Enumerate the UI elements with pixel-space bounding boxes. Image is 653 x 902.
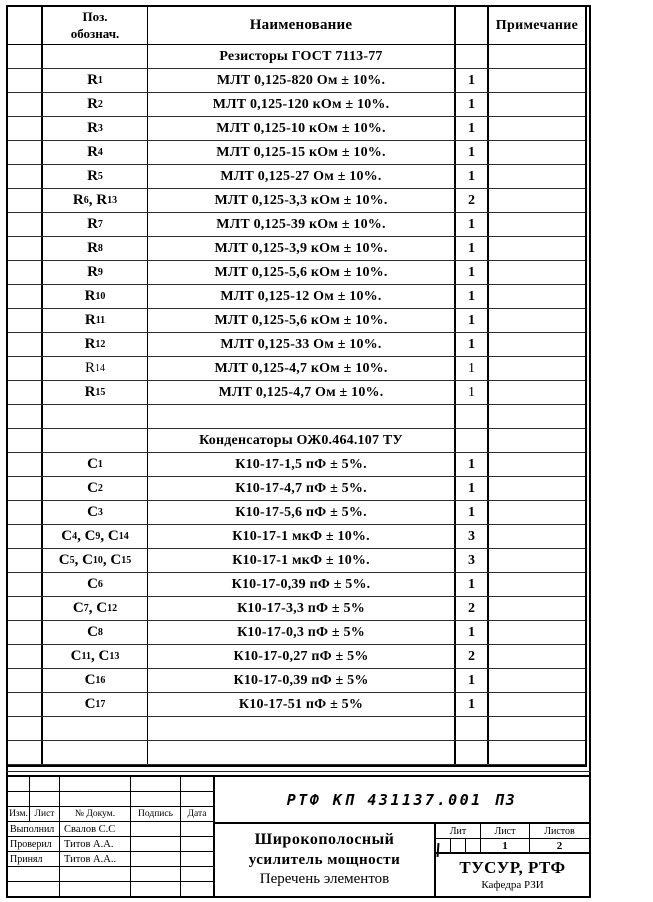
row-quantity: 1 (456, 165, 489, 188)
row-name (148, 741, 456, 764)
role-label: Проверил (8, 837, 60, 851)
row-index-cell (8, 573, 43, 596)
row-index-cell (8, 429, 43, 452)
row-index-cell (8, 549, 43, 572)
row-quantity: 2 (456, 597, 489, 620)
row-note (489, 477, 585, 500)
row-note (489, 453, 585, 476)
row-quantity: 3 (456, 525, 489, 548)
person-name: Титов А.А. (60, 837, 131, 851)
header-index-cell (8, 7, 43, 44)
table-row (8, 717, 585, 741)
col-sign: Подпись (131, 807, 181, 821)
lit-value-cells (436, 839, 481, 852)
table-row (8, 645, 585, 669)
title-line-3: Перечень элементов (259, 871, 390, 888)
table-row (8, 693, 585, 717)
table-row (8, 477, 585, 501)
lit-list-listov-section (436, 824, 589, 896)
row-name: К10-17-0,39 пФ ± 5% (148, 669, 456, 692)
row-index-cell (8, 189, 43, 212)
row-name: МЛТ 0,125-4,7 кОм ± 10%. (148, 357, 456, 380)
table-header-row (8, 7, 585, 45)
row-quantity (456, 45, 489, 68)
organization-dept: Кафедра РЗИ (481, 878, 544, 891)
table-row (8, 597, 585, 621)
table-row (8, 189, 585, 213)
table-bottom-line (6, 771, 591, 772)
row-index-cell (8, 93, 43, 116)
row-quantity: 1 (456, 213, 489, 236)
row-designator: C 1 (43, 453, 148, 476)
row-name: К10-17-0,27 пФ ± 5% (148, 645, 456, 668)
row-note (489, 117, 585, 140)
row-designator: R 12 (43, 333, 148, 356)
row-index-cell (8, 141, 43, 164)
row-name (148, 405, 456, 428)
row-note (489, 741, 585, 764)
row-quantity: 3 (456, 549, 489, 572)
row-note (489, 669, 585, 692)
row-quantity: 1 (456, 117, 489, 140)
row-name: МЛТ 0,125-15 кОм ± 10%. (148, 141, 456, 164)
row-name: МЛТ 0,125-5,6 кОм ± 10%. (148, 261, 456, 284)
row-name: К10-17-1 мкФ ± 10%. (148, 525, 456, 548)
row-note (489, 693, 585, 716)
row-name: К10-17-0,3 пФ ± 5% (148, 621, 456, 644)
row-designator: C 3 (43, 501, 148, 524)
row-name: МЛТ 0,125-12 Ом ± 10%. (148, 285, 456, 308)
row-designator: R 2 (43, 93, 148, 116)
row-note (489, 501, 585, 524)
list-label: Лист (481, 824, 530, 838)
sign-empty-row (8, 882, 213, 896)
row-note (489, 333, 585, 356)
table-row (8, 69, 585, 93)
row-name: МЛТ 0,125-33 Ом ± 10%. (148, 333, 456, 356)
table-row (8, 165, 585, 189)
table-row (8, 237, 585, 261)
row-name: К10-17-1,5 пФ ± 5%. (148, 453, 456, 476)
row-quantity: 1 (456, 69, 489, 92)
table-row (8, 285, 585, 309)
row-name: МЛТ 0,125-120 кОм ± 10%. (148, 93, 456, 116)
row-index-cell (8, 117, 43, 140)
sheets-total: 2 (556, 839, 563, 852)
row-designator (43, 717, 148, 740)
row-quantity: 1 (456, 693, 489, 716)
table-row (8, 141, 585, 165)
row-designator: R 11 (43, 309, 148, 332)
table-row (8, 381, 585, 405)
row-name: Конденсаторы ОЖ0.464.107 ТУ (148, 429, 456, 452)
row-designator: R 4 (43, 141, 148, 164)
row-designator: C 16 (43, 669, 148, 692)
header-note: Примечание (495, 17, 579, 33)
table-row (8, 333, 585, 357)
row-note (489, 429, 585, 452)
row-quantity: 1 (456, 309, 489, 332)
row-quantity: 1 (456, 357, 489, 380)
person-name: Свалов С.С (60, 822, 131, 836)
row-index-cell (8, 453, 43, 476)
row-index-cell (8, 717, 43, 740)
row-name (148, 717, 456, 740)
row-designator: R 5 (43, 165, 148, 188)
row-note (489, 45, 585, 68)
sign-empty-row (8, 777, 213, 792)
row-quantity (456, 717, 489, 740)
header-quantity-cell (456, 7, 489, 44)
title-line-2: усилитель мощности (248, 851, 401, 868)
row-name: МЛТ 0,125-3,3 кОм ± 10%. (148, 189, 456, 212)
row-name: МЛТ 0,125-820 Ом ± 10%. (148, 69, 456, 92)
listov-label: Листов (544, 825, 575, 837)
row-index-cell (8, 741, 43, 764)
row-designator: C 5 , C 10 , C 15 (43, 549, 148, 572)
row-designator: C 17 (43, 693, 148, 716)
row-quantity: 1 (456, 477, 489, 500)
row-index-cell (8, 621, 43, 644)
organization-name: ТУСУР, РТФ (459, 858, 566, 878)
table-row (8, 45, 585, 69)
row-quantity (456, 405, 489, 428)
row-index-cell (8, 261, 43, 284)
row-quantity: 1 (456, 501, 489, 524)
row-note (489, 357, 585, 380)
row-name: МЛТ 0,125-4,7 Ом ± 10%. (148, 381, 456, 404)
row-name: МЛТ 0,125-5,6 кОм ± 10%. (148, 309, 456, 332)
header-pos-line2: обознач. (70, 25, 120, 41)
row-index-cell (8, 381, 43, 404)
table-row (8, 453, 585, 477)
row-quantity: 1 (456, 621, 489, 644)
row-index-cell (8, 477, 43, 500)
lit-label: Лит (436, 824, 481, 838)
role-label: Выполнил (8, 822, 60, 836)
row-designator (43, 741, 148, 764)
sheet-number: 1 (481, 839, 530, 852)
row-note (489, 573, 585, 596)
row-designator: R 8 (43, 237, 148, 260)
signature-cell (131, 852, 181, 866)
row-note (489, 213, 585, 236)
row-quantity: 1 (456, 333, 489, 356)
row-quantity: 1 (456, 669, 489, 692)
row-name: Резисторы ГОСТ 7113-77 (148, 45, 456, 68)
row-quantity: 2 (456, 645, 489, 668)
row-note (489, 717, 585, 740)
row-designator: R 7 (43, 213, 148, 236)
row-note (489, 261, 585, 284)
row-index-cell (8, 669, 43, 692)
sign-row-acceptor (8, 852, 213, 867)
row-name: К10-17-1 мкФ ± 10%. (148, 549, 456, 572)
row-index-cell (8, 309, 43, 332)
row-note (489, 549, 585, 572)
row-designator: C 7 , C 12 (43, 597, 148, 620)
signature-cell (131, 837, 181, 851)
role-label: Принял (8, 852, 60, 866)
sign-row-checker (8, 837, 213, 852)
row-quantity: 1 (456, 285, 489, 308)
row-name: К10-17-5,6 пФ ± 5%. (148, 501, 456, 524)
row-name: К10-17-4,7 пФ ± 5%. (148, 477, 456, 500)
header-pos-line1: Поз. (82, 9, 108, 25)
row-name: К10-17-3,3 пФ ± 5% (148, 597, 456, 620)
col-list: Лист (30, 807, 60, 821)
elements-table (6, 5, 587, 767)
row-note (489, 309, 585, 332)
row-designator: R 6 , R 13 (43, 189, 148, 212)
row-quantity: 1 (456, 93, 489, 116)
row-designator (43, 45, 148, 68)
row-designator: R 14 (43, 357, 148, 380)
date-cell (181, 837, 213, 851)
person-name: Титов А.А.. (60, 852, 131, 866)
date-cell (181, 852, 213, 866)
table-row (8, 525, 585, 549)
row-name: МЛТ 0,125-3,9 кОм ± 10%. (148, 237, 456, 260)
row-quantity: 1 (456, 573, 489, 596)
row-designator: R 10 (43, 285, 148, 308)
table-row (8, 549, 585, 573)
row-designator: C 11 , C 13 (43, 645, 148, 668)
title-block-sign-area (8, 777, 215, 896)
table-body (8, 45, 585, 765)
row-name: К10-17-51 пФ ± 5% (148, 693, 456, 716)
row-name: К10-17-0,39 пФ ± 5%. (148, 573, 456, 596)
organization-cell (436, 854, 589, 896)
row-index-cell (8, 597, 43, 620)
row-index-cell (8, 285, 43, 308)
row-note (489, 165, 585, 188)
row-quantity: 1 (456, 453, 489, 476)
table-row (8, 213, 585, 237)
row-index-cell (8, 501, 43, 524)
row-name: МЛТ 0,125-39 кОм ± 10%. (148, 213, 456, 236)
row-name: МЛТ 0,125-10 кОм ± 10%. (148, 117, 456, 140)
row-quantity: 1 (456, 261, 489, 284)
row-note (489, 69, 585, 92)
lit-values-row (436, 839, 589, 854)
table-row (8, 93, 585, 117)
row-note (489, 189, 585, 212)
table-row (8, 501, 585, 525)
row-designator: C 2 (43, 477, 148, 500)
row-quantity: 1 (456, 141, 489, 164)
header-pos-designation (43, 7, 148, 44)
header-name: Наименование (148, 7, 456, 44)
sign-header-row (8, 807, 213, 822)
row-note (489, 93, 585, 116)
row-quantity: 2 (456, 189, 489, 212)
document-title (215, 824, 436, 896)
row-note (489, 285, 585, 308)
row-index-cell (8, 357, 43, 380)
row-quantity: 1 (456, 237, 489, 260)
title-block-main-area (215, 777, 589, 896)
row-index-cell (8, 213, 43, 236)
col-izm: Изм. (8, 807, 30, 821)
row-name: МЛТ 0,125-27 Ом ± 10%. (148, 165, 456, 188)
row-note (489, 597, 585, 620)
table-row (8, 669, 585, 693)
table-row (8, 117, 585, 141)
row-note (489, 645, 585, 668)
row-designator (43, 429, 148, 452)
row-quantity: 1 (456, 381, 489, 404)
row-designator: C 8 (43, 621, 148, 644)
row-designator: R 15 (43, 381, 148, 404)
table-row (8, 573, 585, 597)
row-quantity (456, 429, 489, 452)
signature-cell (131, 822, 181, 836)
table-row (8, 741, 585, 765)
table-row (8, 309, 585, 333)
row-index-cell (8, 165, 43, 188)
row-designator: R 9 (43, 261, 148, 284)
row-note (489, 381, 585, 404)
row-note (489, 141, 585, 164)
row-note (489, 525, 585, 548)
row-quantity (456, 741, 489, 764)
row-designator: C 4 , C 9 , C 14 (43, 525, 148, 548)
table-row (8, 429, 585, 453)
row-index-cell (8, 45, 43, 68)
sign-row-author (8, 822, 213, 837)
row-note (489, 237, 585, 260)
lit-header-row (436, 824, 589, 839)
table-row (8, 261, 585, 285)
row-designator: R 1 (43, 69, 148, 92)
table-row (8, 621, 585, 645)
row-designator (43, 405, 148, 428)
table-row (8, 357, 585, 381)
title-line-1: Широкополосный (254, 831, 395, 849)
row-index-cell (8, 645, 43, 668)
table-row (8, 405, 585, 429)
row-designator: C 6 (43, 573, 148, 596)
row-index-cell (8, 405, 43, 428)
row-index-cell (8, 237, 43, 260)
row-index-cell (8, 69, 43, 92)
title-block (6, 775, 591, 898)
col-date: Дата (187, 809, 207, 819)
row-index-cell (8, 333, 43, 356)
sign-empty-row (8, 792, 213, 807)
document-code: РТФ КП 431137.001 ПЗ (215, 777, 589, 824)
row-note (489, 405, 585, 428)
col-doc: № Докум. (60, 807, 131, 821)
row-note (489, 621, 585, 644)
sign-empty-row (8, 867, 213, 882)
row-index-cell (8, 693, 43, 716)
row-designator: R 3 (43, 117, 148, 140)
row-index-cell (8, 525, 43, 548)
date-cell (181, 822, 213, 836)
